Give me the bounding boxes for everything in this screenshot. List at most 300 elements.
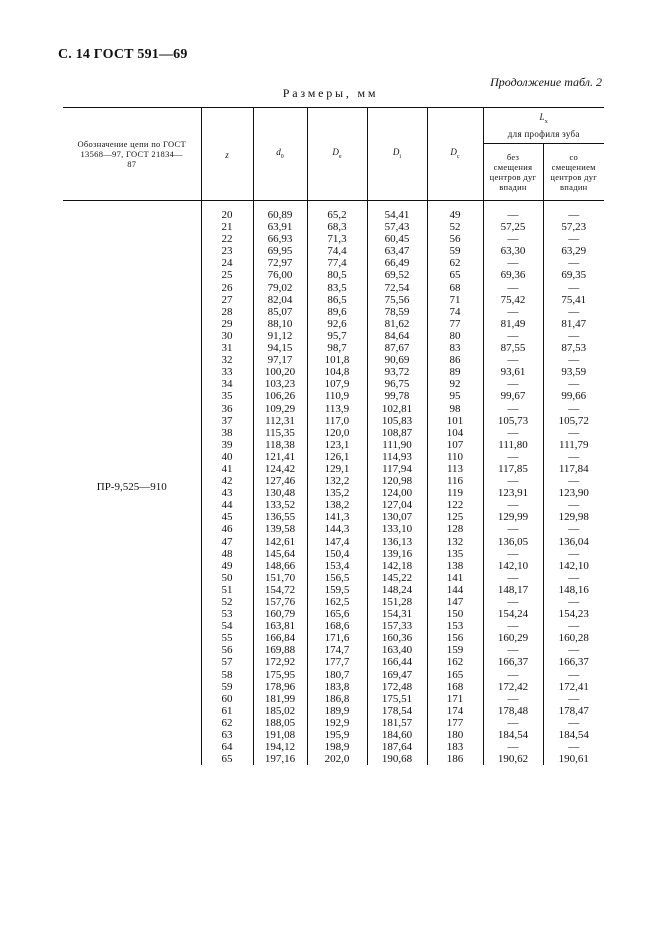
- cell-Dc: 171: [427, 693, 483, 705]
- cell-lx-with-offset: —: [543, 378, 604, 390]
- cell-z: 35: [201, 390, 253, 402]
- cell-lx-with-offset: —: [543, 306, 604, 318]
- cell-lx-with-offset: —: [543, 741, 604, 753]
- cell-De: 132,2: [307, 475, 367, 487]
- cell-Dc: 162: [427, 656, 483, 668]
- cell-lx-without-offset: —: [483, 427, 543, 439]
- cell-Dc: 62: [427, 257, 483, 269]
- cell-Di: 84,64: [367, 330, 427, 342]
- cell-De: 202,0: [307, 753, 367, 765]
- cell-De: 71,3: [307, 233, 367, 245]
- cell-lx-without-offset: 123,91: [483, 487, 543, 499]
- cell-Di: 81,62: [367, 318, 427, 330]
- cell-lx-with-offset: 129,98: [543, 511, 604, 523]
- cell-lx-without-offset: —: [483, 209, 543, 221]
- cell-De: 183,8: [307, 681, 367, 693]
- cell-Dc: 125: [427, 511, 483, 523]
- cell-d0: 106,26: [253, 390, 307, 402]
- cell-De: 171,6: [307, 632, 367, 644]
- cell-Di: 78,59: [367, 306, 427, 318]
- cell-Di: 117,94: [367, 463, 427, 475]
- cell-z: 61: [201, 705, 253, 717]
- cell-lx-without-offset: —: [483, 644, 543, 656]
- cell-De: 104,8: [307, 366, 367, 378]
- cell-d0: 157,76: [253, 596, 307, 608]
- header-chain-designation-text: Обозначение цепи по ГОСТ 13568—97, ГОСТ 21834—87: [77, 139, 187, 169]
- cell-d0: 133,52: [253, 499, 307, 511]
- cell-lx-with-offset: 166,37: [543, 656, 604, 668]
- cell-Dc: 180: [427, 729, 483, 741]
- cell-d0: 136,55: [253, 511, 307, 523]
- cell-z: 32: [201, 354, 253, 366]
- cell-lx-with-offset: 154,23: [543, 608, 604, 620]
- cell-Di: 181,57: [367, 717, 427, 729]
- cell-De: 117,0: [307, 415, 367, 427]
- cell-Dc: 49: [427, 209, 483, 221]
- cell-lx-without-offset: 178,48: [483, 705, 543, 717]
- cell-De: 126,1: [307, 451, 367, 463]
- cell-lx-without-offset: 184,54: [483, 729, 543, 741]
- cell-Dc: 83: [427, 342, 483, 354]
- cell-Dc: 159: [427, 644, 483, 656]
- cell-z: 62: [201, 717, 253, 729]
- cell-z: 59: [201, 681, 253, 693]
- cell-lx-with-offset: —: [543, 523, 604, 535]
- cell-Di: 99,78: [367, 390, 427, 402]
- cell-lx-with-offset: —: [543, 572, 604, 584]
- cell-Di: 87,67: [367, 342, 427, 354]
- cell-lx-with-offset: 99,66: [543, 390, 604, 402]
- cell-De: 189,9: [307, 705, 367, 717]
- cell-z: 31: [201, 342, 253, 354]
- cell-De: 77,4: [307, 257, 367, 269]
- cell-De: 165,6: [307, 608, 367, 620]
- cell-De: 110,9: [307, 390, 367, 402]
- cell-Di: 169,47: [367, 669, 427, 681]
- cell-lx-with-offset: 184,54: [543, 729, 604, 741]
- cell-Di: 145,22: [367, 572, 427, 584]
- cell-lx-without-offset: 93,61: [483, 366, 543, 378]
- cell-De: 174,7: [307, 644, 367, 656]
- cell-lx-without-offset: 154,24: [483, 608, 543, 620]
- cell-De: 162,5: [307, 596, 367, 608]
- cell-d0: 66,93: [253, 233, 307, 245]
- cell-z: 64: [201, 741, 253, 753]
- cell-Dc: 101: [427, 415, 483, 427]
- cell-Di: 175,51: [367, 693, 427, 705]
- cell-d0: 194,12: [253, 741, 307, 753]
- table-body: [63, 201, 604, 766]
- header-with-offset: [543, 144, 604, 201]
- cell-z: 58: [201, 669, 253, 681]
- cell-d0: 160,79: [253, 608, 307, 620]
- cell-De: 156,5: [307, 572, 367, 584]
- cell-Di: 96,75: [367, 378, 427, 390]
- cell-lx-without-offset: 75,42: [483, 294, 543, 306]
- cell-lx-without-offset: 129,99: [483, 511, 543, 523]
- cell-Di: 184,60: [367, 729, 427, 741]
- cell-Dc: 138: [427, 560, 483, 572]
- cell-lx-with-offset: 93,59: [543, 366, 604, 378]
- cell-Di: 148,24: [367, 584, 427, 596]
- cell-lx-without-offset: 136,05: [483, 536, 543, 548]
- cell-Di: 111,90: [367, 439, 427, 451]
- cell-d0: 69,95: [253, 245, 307, 257]
- cell-lx-without-offset: —: [483, 306, 543, 318]
- cell-lx-without-offset: 99,67: [483, 390, 543, 402]
- cell-Dc: 132: [427, 536, 483, 548]
- cell-lx-with-offset: —: [543, 644, 604, 656]
- cell-lx-with-offset: —: [543, 330, 604, 342]
- sizes-caption: Размеры, мм: [282, 86, 379, 100]
- cell-Di: 75,56: [367, 294, 427, 306]
- cell-d0: 169,88: [253, 644, 307, 656]
- cell-De: 150,4: [307, 548, 367, 560]
- cell-De: 138,2: [307, 499, 367, 511]
- cell-d0: 94,15: [253, 342, 307, 354]
- header-Di: [367, 108, 427, 201]
- cell-z: 24: [201, 257, 253, 269]
- cell-Di: 139,16: [367, 548, 427, 560]
- cell-lx-without-offset: 117,85: [483, 463, 543, 475]
- cell-Dc: 95: [427, 390, 483, 402]
- cell-Dc: 89: [427, 366, 483, 378]
- header-Dc: [427, 108, 483, 201]
- cell-d0: 151,70: [253, 572, 307, 584]
- cell-lx-with-offset: —: [543, 499, 604, 511]
- cell-De: 198,9: [307, 741, 367, 753]
- cell-De: 83,5: [307, 282, 367, 294]
- cell-z: 36: [201, 403, 253, 415]
- cell-De: 95,7: [307, 330, 367, 342]
- cell-lx-without-offset: —: [483, 596, 543, 608]
- cell-lx-without-offset: —: [483, 257, 543, 269]
- cell-lx-with-offset: —: [543, 257, 604, 269]
- cell-lx-with-offset: 172,41: [543, 681, 604, 693]
- cell-d0: 172,92: [253, 656, 307, 668]
- cell-De: 74,4: [307, 245, 367, 257]
- cell-Di: 154,31: [367, 608, 427, 620]
- cell-Dc: 52: [427, 221, 483, 233]
- cell-Dc: 86: [427, 354, 483, 366]
- cell-lx-with-offset: 111,79: [543, 439, 604, 451]
- chain-designation-cell: ПР-9,525—910: [63, 209, 201, 765]
- cell-z: 51: [201, 584, 253, 596]
- cell-Dc: 74: [427, 306, 483, 318]
- header-d0-subscript: 0: [280, 153, 284, 160]
- cell-De: 195,9: [307, 729, 367, 741]
- cell-De: 186,8: [307, 693, 367, 705]
- cell-lx-without-offset: —: [483, 548, 543, 560]
- cell-Dc: 56: [427, 233, 483, 245]
- cell-lx-without-offset: —: [483, 620, 543, 632]
- cell-d0: 175,95: [253, 669, 307, 681]
- cell-Dc: 165: [427, 669, 483, 681]
- cell-d0: 79,02: [253, 282, 307, 294]
- cell-lx-with-offset: 160,28: [543, 632, 604, 644]
- cell-De: 80,5: [307, 269, 367, 281]
- cell-d0: 121,41: [253, 451, 307, 463]
- cell-z: 25: [201, 269, 253, 281]
- cell-d0: 142,61: [253, 536, 307, 548]
- cell-Di: 90,69: [367, 354, 427, 366]
- cell-lx-with-offset: —: [543, 693, 604, 705]
- cell-lx-without-offset: 105,73: [483, 415, 543, 427]
- cell-lx-with-offset: 75,41: [543, 294, 604, 306]
- cell-z: 27: [201, 294, 253, 306]
- cell-De: 129,1: [307, 463, 367, 475]
- cell-lx-with-offset: 81,47: [543, 318, 604, 330]
- cell-Di: 142,18: [367, 560, 427, 572]
- cell-Dc: 141: [427, 572, 483, 584]
- cell-De: 168,6: [307, 620, 367, 632]
- cell-Dc: 116: [427, 475, 483, 487]
- cell-Dc: 80: [427, 330, 483, 342]
- cell-d0: 145,64: [253, 548, 307, 560]
- cell-z: 41: [201, 463, 253, 475]
- cell-Dc: 59: [427, 245, 483, 257]
- cell-lx-without-offset: 142,10: [483, 560, 543, 572]
- cell-Dc: 128: [427, 523, 483, 535]
- cell-Dc: 122: [427, 499, 483, 511]
- cell-z: 50: [201, 572, 253, 584]
- cell-lx-with-offset: —: [543, 354, 604, 366]
- cell-z: 49: [201, 560, 253, 572]
- cell-lx-with-offset: —: [543, 669, 604, 681]
- cell-z: 63: [201, 729, 253, 741]
- cell-d0: 112,31: [253, 415, 307, 427]
- cell-d0: 85,07: [253, 306, 307, 318]
- cell-lx-with-offset: 142,10: [543, 560, 604, 572]
- cell-lx-with-offset: 87,53: [543, 342, 604, 354]
- header-chain-designation: [63, 108, 201, 201]
- cell-z: 45: [201, 511, 253, 523]
- cell-Di: 102,81: [367, 403, 427, 415]
- cell-lx-with-offset: 105,72: [543, 415, 604, 427]
- cell-lx-without-offset: 148,17: [483, 584, 543, 596]
- cell-De: 144,3: [307, 523, 367, 535]
- cell-Dc: 168: [427, 681, 483, 693]
- cell-Dc: 65: [427, 269, 483, 281]
- cell-lx-without-offset: —: [483, 669, 543, 681]
- cell-d0: 91,12: [253, 330, 307, 342]
- cell-Di: 60,45: [367, 233, 427, 245]
- cell-d0: 82,04: [253, 294, 307, 306]
- cell-Di: 133,10: [367, 523, 427, 535]
- cell-d0: 197,16: [253, 753, 307, 765]
- cell-d0: 124,42: [253, 463, 307, 475]
- cell-z: 54: [201, 620, 253, 632]
- page-header: С. 14 ГОСТ 591—69: [58, 47, 188, 62]
- cell-Dc: 77: [427, 318, 483, 330]
- cell-Di: 130,07: [367, 511, 427, 523]
- cell-Di: 166,44: [367, 656, 427, 668]
- cell-Di: 187,64: [367, 741, 427, 753]
- cell-lx-without-offset: 57,25: [483, 221, 543, 233]
- header-De: [307, 108, 367, 201]
- cell-De: 89,6: [307, 306, 367, 318]
- cell-z: 52: [201, 596, 253, 608]
- cell-De: 180,7: [307, 669, 367, 681]
- cell-Di: 66,49: [367, 257, 427, 269]
- cell-z: 43: [201, 487, 253, 499]
- cell-lx-without-offset: —: [483, 451, 543, 463]
- header-with-offset-text: со смещением центров дуг впадин: [550, 152, 598, 192]
- cell-z: 60: [201, 693, 253, 705]
- cell-lx-with-offset: —: [543, 233, 604, 245]
- cell-Dc: 183: [427, 741, 483, 753]
- cell-De: 159,5: [307, 584, 367, 596]
- sprocket-dimensions-table: [63, 107, 604, 765]
- cell-lx-without-offset: —: [483, 233, 543, 245]
- cell-d0: 103,23: [253, 378, 307, 390]
- cell-d0: 148,66: [253, 560, 307, 572]
- cell-Di: 72,54: [367, 282, 427, 294]
- cell-lx-with-offset: —: [543, 475, 604, 487]
- cell-Di: 120,98: [367, 475, 427, 487]
- cell-lx-without-offset: —: [483, 523, 543, 535]
- cell-Dc: 156: [427, 632, 483, 644]
- header-d0: [253, 108, 307, 201]
- cell-z: 33: [201, 366, 253, 378]
- cell-De: 92,6: [307, 318, 367, 330]
- cell-De: 86,5: [307, 294, 367, 306]
- cell-d0: 163,81: [253, 620, 307, 632]
- cell-Di: 54,41: [367, 209, 427, 221]
- cell-z: 42: [201, 475, 253, 487]
- cell-Di: 93,72: [367, 366, 427, 378]
- cell-De: 192,9: [307, 717, 367, 729]
- cell-Dc: 110: [427, 451, 483, 463]
- cell-De: 153,4: [307, 560, 367, 572]
- cell-lx-without-offset: —: [483, 717, 543, 729]
- cell-Dc: 174: [427, 705, 483, 717]
- cell-lx-with-offset: —: [543, 620, 604, 632]
- cell-lx-without-offset: 69,36: [483, 269, 543, 281]
- cell-Di: 124,00: [367, 487, 427, 499]
- cell-Dc: 153: [427, 620, 483, 632]
- cell-Di: 163,40: [367, 644, 427, 656]
- cell-De: 113,9: [307, 403, 367, 415]
- cell-De: 68,3: [307, 221, 367, 233]
- cell-lx-with-offset: —: [543, 548, 604, 560]
- cell-d0: 97,17: [253, 354, 307, 366]
- cell-z: 21: [201, 221, 253, 233]
- cell-z: 56: [201, 644, 253, 656]
- cell-lx-with-offset: —: [543, 282, 604, 294]
- cell-d0: 191,08: [253, 729, 307, 741]
- cell-d0: 72,97: [253, 257, 307, 269]
- cell-lx-with-offset: 117,84: [543, 463, 604, 475]
- cell-lx-with-offset: 57,23: [543, 221, 604, 233]
- cell-Dc: 107: [427, 439, 483, 451]
- cell-d0: 60,89: [253, 209, 307, 221]
- cell-lx-without-offset: —: [483, 499, 543, 511]
- header-lx-subscript: x: [544, 118, 549, 125]
- cell-Di: 151,28: [367, 596, 427, 608]
- header-d0-symbol: d: [276, 147, 281, 158]
- cell-lx-with-offset: 178,47: [543, 705, 604, 717]
- cell-De: 141,3: [307, 511, 367, 523]
- cell-z: 34: [201, 378, 253, 390]
- table-continuation-note: Продолжение табл. 2: [490, 75, 602, 89]
- cell-d0: 130,48: [253, 487, 307, 499]
- cell-d0: 139,58: [253, 523, 307, 535]
- cell-Dc: 119: [427, 487, 483, 499]
- cell-z: 44: [201, 499, 253, 511]
- cell-lx-with-offset: —: [543, 451, 604, 463]
- cell-lx-without-offset: 172,42: [483, 681, 543, 693]
- cell-d0: 185,02: [253, 705, 307, 717]
- cell-lx-with-offset: 63,29: [543, 245, 604, 257]
- cell-z: 39: [201, 439, 253, 451]
- cell-lx-without-offset: 190,62: [483, 753, 543, 765]
- cell-Dc: 113: [427, 463, 483, 475]
- table-spacer-row: [63, 201, 604, 210]
- cell-De: 147,4: [307, 536, 367, 548]
- cell-z: 55: [201, 632, 253, 644]
- cell-Di: 172,48: [367, 681, 427, 693]
- cell-lx-with-offset: —: [543, 596, 604, 608]
- cell-z: 57: [201, 656, 253, 668]
- cell-z: 46: [201, 523, 253, 535]
- cell-Di: 63,47: [367, 245, 427, 257]
- cell-Dc: 147: [427, 596, 483, 608]
- cell-Di: 57,43: [367, 221, 427, 233]
- cell-d0: 100,20: [253, 366, 307, 378]
- cell-d0: 88,10: [253, 318, 307, 330]
- cell-De: 177,7: [307, 656, 367, 668]
- cell-lx-with-offset: 136,04: [543, 536, 604, 548]
- cell-z: 23: [201, 245, 253, 257]
- header-De-symbol: D: [332, 147, 339, 158]
- cell-lx-without-offset: —: [483, 572, 543, 584]
- header-lx-symbol: L: [539, 111, 545, 122]
- cell-lx-with-offset: —: [543, 427, 604, 439]
- cell-De: 120,0: [307, 427, 367, 439]
- cell-Dc: 177: [427, 717, 483, 729]
- cell-z: 26: [201, 282, 253, 294]
- cell-Di: 108,87: [367, 427, 427, 439]
- cell-lx-without-offset: 81,49: [483, 318, 543, 330]
- cell-lx-with-offset: —: [543, 403, 604, 415]
- cell-Dc: 68: [427, 282, 483, 294]
- cell-lx-with-offset: 190,61: [543, 753, 604, 765]
- cell-z: 65: [201, 753, 253, 765]
- cell-z: 29: [201, 318, 253, 330]
- cell-d0: 166,84: [253, 632, 307, 644]
- cell-De: 123,1: [307, 439, 367, 451]
- header-lx: [483, 108, 604, 144]
- cell-lx-without-offset: 166,37: [483, 656, 543, 668]
- cell-De: 107,9: [307, 378, 367, 390]
- cell-d0: 109,29: [253, 403, 307, 415]
- cell-z: 53: [201, 608, 253, 620]
- cell-lx-with-offset: —: [543, 717, 604, 729]
- cell-lx-with-offset: —: [543, 209, 604, 221]
- cell-lx-without-offset: —: [483, 403, 543, 415]
- cell-De: 98,7: [307, 342, 367, 354]
- header-Dc-subscript: c: [456, 153, 460, 160]
- header-Di-subscript: i: [399, 153, 402, 160]
- cell-Dc: 92: [427, 378, 483, 390]
- cell-lx-without-offset: —: [483, 741, 543, 753]
- cell-De: 135,2: [307, 487, 367, 499]
- cell-d0: 118,38: [253, 439, 307, 451]
- cell-Dc: 186: [427, 753, 483, 765]
- cell-d0: 178,96: [253, 681, 307, 693]
- header-lx-description: для профиля зуба: [507, 129, 580, 140]
